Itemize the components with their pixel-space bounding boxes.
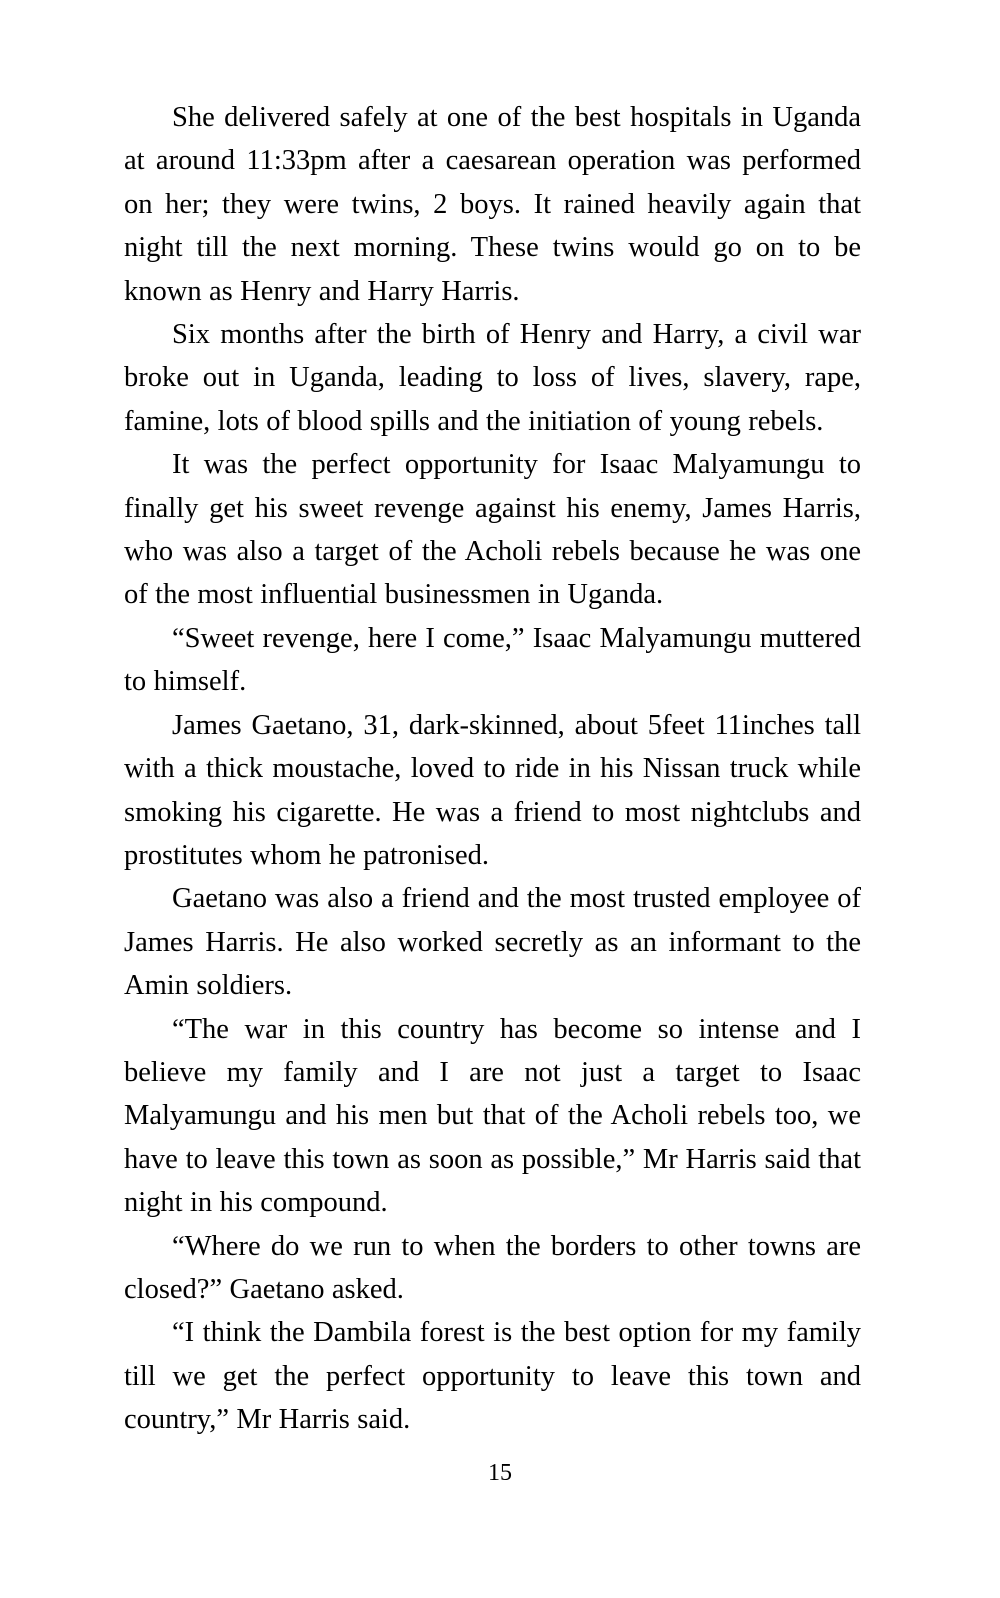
body-paragraph: Gaetano was also a friend and the most trusted employee of James Harris. He also worked secretly as an informant to the Amin soldiers. — [124, 883, 861, 1002]
body-paragraph: She delivered safely at one of the best hospitals in Uganda at around 11:33pm after a caesarean operation was performed on her; they were twins, 2 boys. It rained heavily again that night till the next morning. These twins would go on to be known as Henry and Harry Harris. — [124, 102, 861, 307]
body-paragraph: Six months after the birth of Henry and Harry, a civil war broke out in Uganda, leading to loss of lives, slavery, rape, famine, lots of blood spills and the initiation of young rebels. — [124, 319, 861, 437]
body-paragraph: It was the perfect opportunity for Isaac Malyamungu to finally get his sweet revenge against his enemy, James Harris, who was also a target of the Acholi rebels because he was one of the most influential businessmen in Uganda. — [124, 449, 861, 611]
body-paragraph: “I think the Dambila forest is the best option for my family till we get the perfect opportunity to leave this town and country,” Mr Harris said. — [124, 1317, 861, 1436]
page-text-body — [124, 96, 861, 1442]
body-paragraph: “The war in this country has become so intense and I believe my family and I are not just a target to Isaac Malyamungu and his men but that of the Acholi rebels too, we have to leave this town as soon as possible,” Mr Harris said that night in his compound. — [124, 1013, 861, 1219]
page-number: 15 — [488, 1460, 512, 1486]
body-paragraph: “Where do we run to when the borders to other towns are closed?” Gaetano asked. — [124, 1230, 861, 1305]
body-paragraph: “Sweet revenge, here I come,” Isaac Malyamungu muttered to himself. — [124, 622, 861, 698]
body-paragraph: James Gaetano, 31, dark-skinned, about 5feet 11inches tall with a thick moustache, loved to ride in his Nissan truck while smoking his cigarette. He was a friend to most nightclubs and prostitutes whom he patronised. — [124, 709, 861, 871]
